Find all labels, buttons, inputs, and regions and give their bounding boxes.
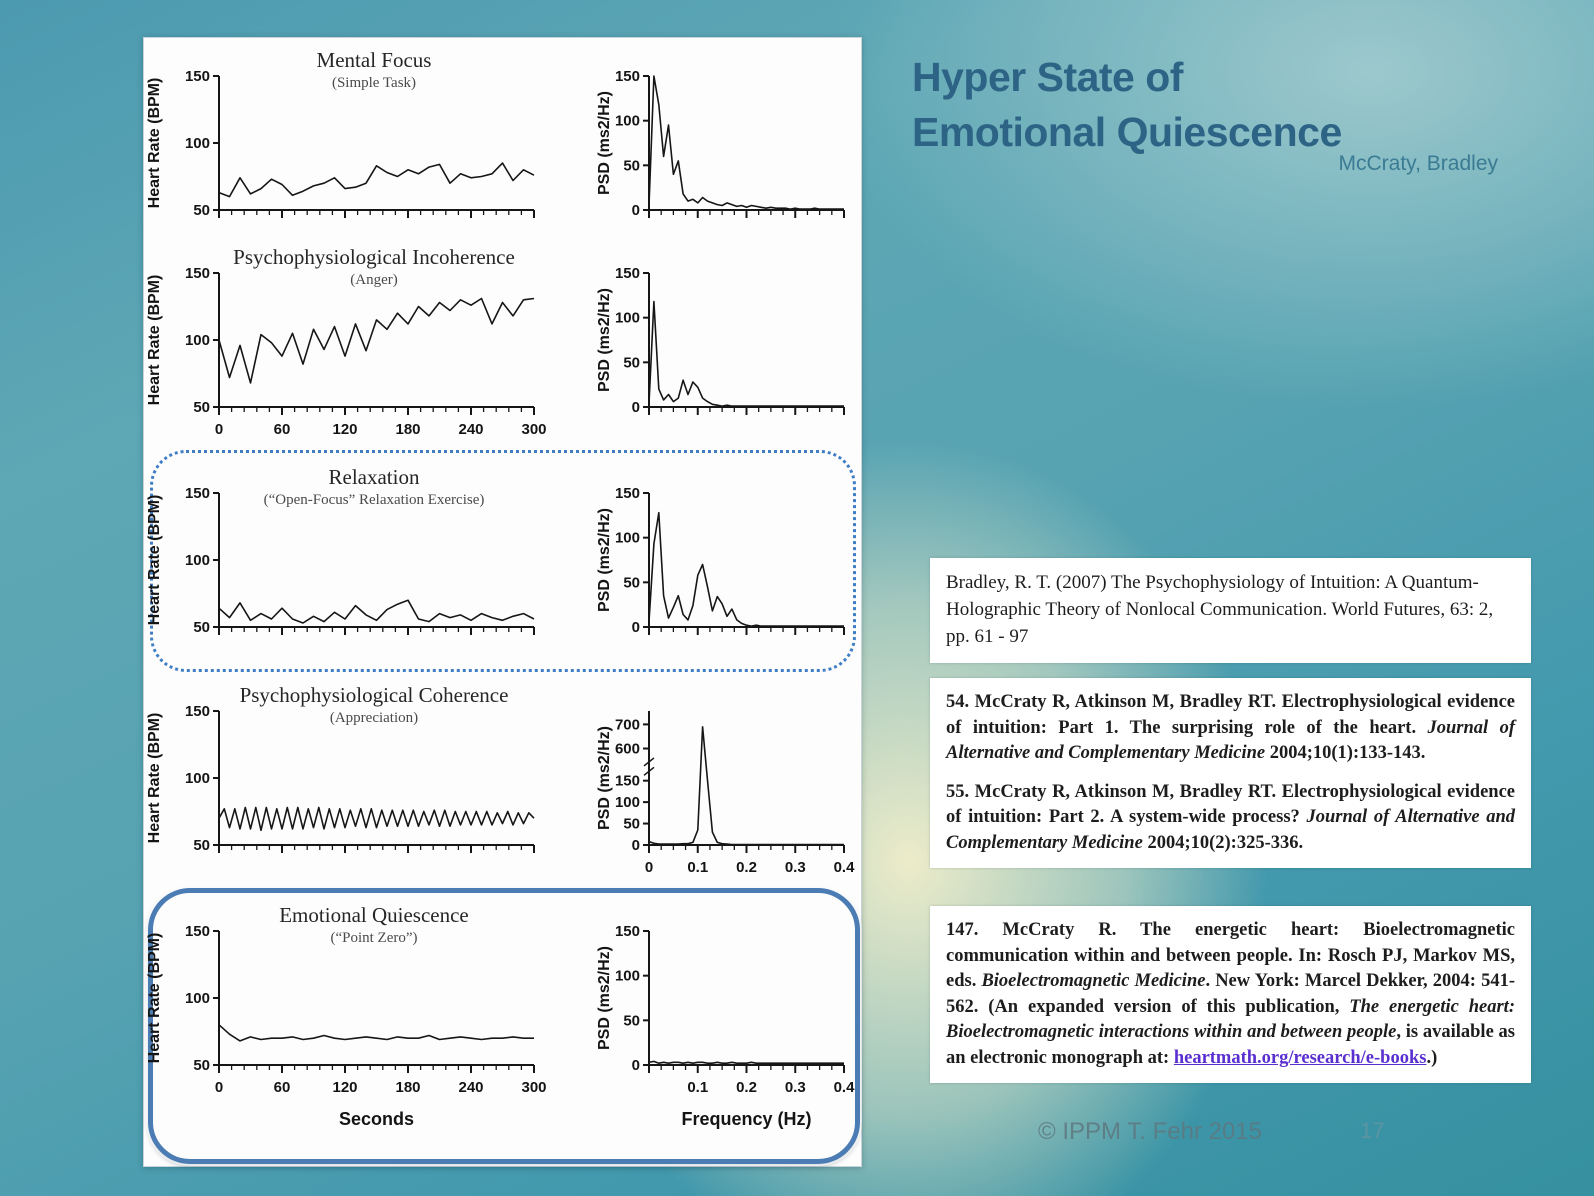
reference-text-bradley (946, 570, 1515, 651)
text-segment: 55. McCraty R, Atkinson M, Bradley RT. Electrophysiological evidence of intuition: Part 2. A system-wide process? (946, 781, 1515, 828)
figure-row-incoherence (144, 235, 861, 480)
heart-rate-chart-row5 (144, 893, 554, 1138)
italic-text: Journal of Alternative and Complementary Medicine (946, 717, 1516, 764)
svg-text:150: 150 (614, 923, 640, 940)
svg-text:100: 100 (614, 529, 640, 547)
row-title: Relaxation (328, 465, 420, 489)
text-segment: 147. McCraty R. The energetic heart: Bioelectromagnetic communication within and between people. In: Rosch PJ, Markov MS, eds. (946, 920, 1515, 992)
row-condition: (Appreciation) (329, 710, 419, 726)
svg-text:50: 50 (623, 1012, 640, 1030)
text-segment: .) (1426, 1047, 1438, 1068)
svg-text:240: 240 (458, 421, 484, 438)
svg-text:0.2: 0.2 (736, 1079, 757, 1096)
psd-chart-row2 (594, 235, 864, 480)
svg-text:150: 150 (614, 485, 640, 502)
svg-text:0.3: 0.3 (784, 859, 806, 876)
svg-text:120: 120 (332, 421, 358, 438)
row-condition: (Simple Task) (331, 75, 417, 91)
chart-axes (213, 931, 534, 1073)
svg-text:150: 150 (184, 265, 210, 282)
figure-row-quiescence (144, 893, 861, 1138)
svg-text:0: 0 (214, 1079, 224, 1096)
slide-title-line1: Hyper State of (912, 54, 1183, 100)
y-axis-label: Heart Rate (BPM) (146, 932, 163, 1064)
figure-panel (143, 37, 862, 1167)
svg-text:100: 100 (184, 332, 210, 349)
psd-signal-trace (649, 76, 844, 209)
reference-text-55 (946, 780, 1515, 857)
x-axis-label: Seconds (338, 1109, 415, 1129)
psd-chart-row4 (594, 673, 864, 918)
chart-axes (213, 711, 534, 853)
svg-text:50: 50 (193, 399, 210, 416)
svg-text:100: 100 (184, 135, 210, 152)
svg-text:50: 50 (193, 202, 210, 219)
figure-row-relaxation (144, 455, 861, 700)
text-segment: 2004;10(2):325-336. (1142, 832, 1304, 853)
row-condition: (“Open-Focus” Relaxation Exercise) (263, 492, 485, 508)
footer-credit: © IPPM T. Fehr 2015 (1037, 1118, 1262, 1145)
svg-text:150: 150 (184, 485, 210, 502)
svg-text:100: 100 (614, 112, 640, 130)
italic-text: The energetic heart: Bioelectromagnetic interactions within and between people (946, 996, 1515, 1043)
psd-signal-trace (649, 513, 844, 626)
psd-signal-trace (649, 302, 844, 407)
svg-text:0.4: 0.4 (833, 1079, 855, 1096)
reference-text-54 (946, 690, 1515, 767)
slide-title (912, 50, 1342, 159)
reference-box-54-55 (930, 678, 1531, 868)
svg-text:60: 60 (273, 421, 291, 438)
italic-text: Bioelectromagnetic Medicine (981, 971, 1206, 992)
figure-row-coherence (144, 673, 861, 918)
svg-text:600: 600 (614, 740, 640, 758)
text-segment: Bradley, R. T. (2007) The Psychophysiology of Intuition: A Quantum-Holographic Theory of Nonlocal Communication. World Futures, 63: 2, pp. 61 - 97 (946, 572, 1494, 647)
svg-text:150: 150 (614, 772, 640, 790)
svg-text:150: 150 (184, 923, 210, 940)
svg-text:50: 50 (623, 157, 640, 175)
svg-text:150: 150 (614, 265, 640, 282)
hr-signal-trace (219, 808, 534, 831)
svg-text:150: 150 (184, 68, 210, 85)
y-axis-label: PSD (ms2/Hz) (596, 90, 613, 196)
psd-chart-row3 (594, 455, 864, 700)
svg-text:50: 50 (623, 574, 640, 592)
svg-text:700: 700 (614, 716, 640, 734)
svg-text:50: 50 (193, 1057, 210, 1074)
svg-text:50: 50 (623, 815, 640, 833)
page-number: 17 (1360, 1118, 1385, 1143)
chart-axes (643, 711, 844, 853)
svg-text:120: 120 (332, 1079, 358, 1096)
svg-text:0: 0 (631, 1057, 640, 1074)
y-axis-label: Heart Rate (BPM) (146, 712, 163, 844)
row-title: Mental Focus (316, 48, 432, 72)
heart-rate-chart-row3 (144, 455, 554, 700)
y-axis-label: Heart Rate (BPM) (146, 274, 163, 406)
svg-text:180: 180 (395, 1079, 421, 1096)
reference-box-bradley (930, 558, 1531, 663)
y-axis-label: Heart Rate (BPM) (146, 494, 163, 626)
x-axis-label: Frequency (Hz) (681, 1109, 812, 1129)
svg-text:300: 300 (521, 1079, 547, 1096)
svg-text:50: 50 (623, 354, 640, 372)
y-axis-label: PSD (ms2/Hz) (596, 945, 613, 1051)
text-segment: 2004;10(1):133-143. (1265, 743, 1426, 764)
italic-text: Journal of Alternative and Complementary Medicine (946, 807, 1516, 853)
svg-text:300: 300 (521, 421, 547, 438)
y-axis-label: PSD (ms2/Hz) (596, 507, 613, 613)
svg-text:100: 100 (614, 967, 640, 985)
svg-text:0.3: 0.3 (784, 1079, 806, 1096)
svg-text:0: 0 (631, 837, 640, 854)
psd-chart-row5 (594, 893, 864, 1138)
svg-text:60: 60 (273, 1079, 291, 1096)
heartmath-ebooks-link[interactable]: heartmath.org/research/e-books (1173, 1047, 1427, 1068)
slide-title-line2: Emotional Quiescence (912, 108, 1342, 155)
text-segment: . New York: Marcel Dekker, 2004: 541-562. (An expanded version of this publication, (946, 971, 1516, 1017)
hr-signal-trace (219, 600, 534, 623)
hr-signal-trace (219, 299, 534, 383)
svg-text:100: 100 (614, 309, 640, 327)
text-segment: , is available as an electronic monograph at: (946, 1022, 1515, 1068)
text-segment: 54. McCraty R, Atkinson M, Bradley RT. Electrophysiological evidence of intuition: Part 1. The surprising role of the heart. (946, 692, 1515, 738)
psd-signal-trace (649, 1061, 844, 1063)
reference-box-147 (930, 906, 1531, 1083)
row-title: Psychophysiological Coherence (239, 683, 509, 707)
row-title: Emotional Quiescence (279, 903, 469, 927)
chart-axes (213, 273, 534, 415)
svg-text:0.2: 0.2 (736, 859, 757, 876)
chart-axes (643, 931, 844, 1073)
y-axis-label: Heart Rate (BPM) (146, 77, 163, 209)
heart-rate-chart-row4 (144, 673, 554, 918)
svg-text:50: 50 (193, 837, 210, 854)
svg-text:0.1: 0.1 (687, 1079, 709, 1096)
hr-signal-trace (219, 163, 534, 197)
svg-text:0.4: 0.4 (833, 859, 855, 876)
svg-text:0: 0 (631, 399, 640, 416)
svg-text:100: 100 (184, 990, 210, 1007)
svg-text:50: 50 (193, 619, 210, 636)
svg-text:180: 180 (395, 421, 421, 438)
hr-signal-trace (219, 1025, 534, 1041)
row-condition: (Anger) (350, 272, 398, 288)
row-condition: (“Point Zero”) (330, 930, 418, 946)
chart-axes (643, 76, 844, 218)
svg-text:0.1: 0.1 (687, 859, 709, 876)
svg-text:0: 0 (631, 202, 640, 219)
svg-text:150: 150 (184, 703, 210, 720)
svg-text:0: 0 (214, 421, 224, 438)
svg-text:150: 150 (614, 68, 640, 85)
y-axis-label: PSD (ms2/Hz) (596, 725, 613, 831)
heart-rate-chart-row2 (144, 235, 554, 480)
row-title: Psychophysiological Incoherence (233, 245, 515, 269)
svg-text:100: 100 (614, 794, 640, 812)
attribution: McCraty, Bradley (1338, 152, 1498, 175)
svg-text:100: 100 (184, 770, 210, 787)
chart-axes (643, 273, 844, 415)
svg-text:240: 240 (458, 1079, 484, 1096)
psd-signal-trace (649, 727, 844, 845)
svg-text:100: 100 (184, 552, 210, 569)
svg-text:0: 0 (644, 859, 654, 876)
chart-axes (643, 493, 844, 635)
chart-axes (213, 76, 534, 218)
y-axis-label: PSD (ms2/Hz) (596, 287, 613, 393)
reference-text-147 (946, 918, 1515, 1071)
svg-text:0: 0 (631, 619, 640, 636)
